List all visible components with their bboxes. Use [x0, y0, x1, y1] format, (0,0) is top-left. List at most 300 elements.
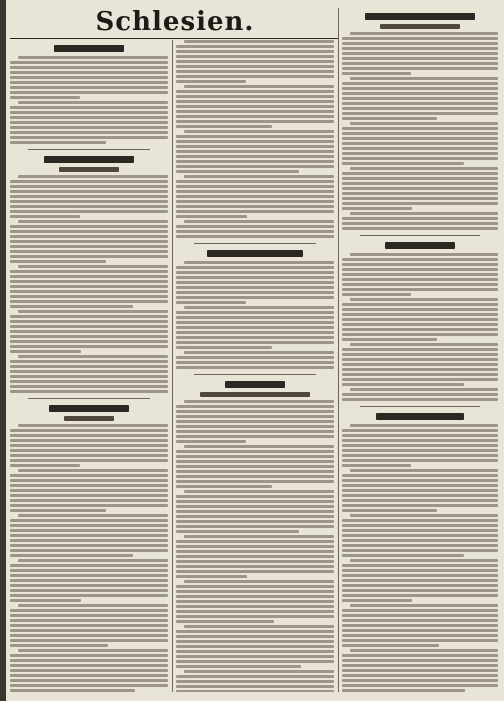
text-line	[176, 190, 334, 193]
text-line	[176, 660, 334, 663]
text-line	[176, 650, 334, 653]
text-line	[10, 554, 133, 557]
text-line	[184, 580, 334, 583]
text-line	[176, 286, 334, 289]
text-line	[342, 554, 464, 557]
article	[176, 250, 334, 375]
article-subheadline	[380, 24, 460, 29]
text-line	[176, 565, 334, 568]
text-line	[176, 45, 334, 48]
text-line	[10, 126, 168, 129]
text-line	[342, 303, 498, 306]
text-line	[184, 625, 334, 628]
text-line	[342, 207, 412, 210]
text-line	[342, 393, 498, 396]
text-line	[10, 235, 168, 238]
text-line	[10, 634, 168, 637]
text-line	[176, 435, 334, 438]
text-line	[342, 544, 498, 547]
text-line	[176, 685, 334, 688]
text-line	[10, 489, 168, 492]
text-line	[176, 605, 334, 608]
text-line	[342, 197, 498, 200]
text-line	[342, 363, 498, 366]
text-line	[10, 260, 106, 263]
text-line	[176, 530, 299, 533]
text-line	[10, 579, 168, 582]
text-line	[176, 470, 334, 473]
text-line	[342, 669, 498, 672]
column-2	[176, 40, 334, 692]
text-line	[176, 271, 334, 274]
text-line	[342, 624, 498, 627]
text-line	[350, 649, 498, 652]
article-headline	[225, 381, 285, 388]
page-binding-edge	[0, 0, 6, 701]
text-line	[176, 480, 334, 483]
text-line	[10, 569, 168, 572]
text-line	[342, 293, 411, 296]
text-line	[176, 301, 246, 304]
text-line	[176, 336, 334, 339]
text-line	[176, 200, 334, 203]
text-line	[10, 141, 106, 144]
text-line	[10, 131, 168, 134]
column-3	[342, 8, 498, 692]
text-line	[176, 560, 334, 563]
article-separator	[194, 243, 316, 244]
text-line	[10, 619, 168, 622]
text-line	[10, 664, 168, 667]
article-subheadline	[59, 167, 119, 172]
text-line	[10, 564, 168, 567]
text-line	[342, 333, 498, 336]
text-line	[350, 604, 498, 607]
text-line	[350, 514, 498, 517]
text-line	[10, 454, 168, 457]
text-line	[342, 353, 498, 356]
text-line	[176, 600, 334, 603]
text-line	[342, 684, 498, 687]
text-line	[342, 434, 498, 437]
text-line	[176, 415, 334, 418]
text-line	[176, 90, 334, 93]
text-line	[184, 261, 334, 264]
text-line	[10, 439, 168, 442]
text-line	[342, 614, 498, 617]
text-line	[10, 295, 168, 298]
text-line	[10, 679, 168, 682]
text-line	[10, 340, 168, 343]
text-line	[342, 87, 498, 90]
text-line	[176, 215, 247, 218]
text-line	[176, 311, 334, 314]
text-line	[176, 165, 334, 168]
text-line	[342, 288, 498, 291]
text-line	[342, 368, 498, 371]
text-line	[342, 489, 498, 492]
text-line	[10, 375, 168, 378]
text-line	[342, 619, 498, 622]
text-line	[10, 195, 168, 198]
text-line	[10, 644, 108, 647]
article-separator	[28, 398, 150, 399]
text-line	[184, 40, 334, 43]
text-line	[184, 670, 334, 673]
text-line	[176, 540, 334, 543]
text-line	[10, 190, 168, 193]
text-line	[184, 351, 334, 354]
text-line	[342, 308, 498, 311]
text-line	[342, 674, 498, 677]
text-line	[10, 116, 168, 119]
text-line	[10, 599, 81, 602]
text-line	[10, 61, 168, 64]
text-line	[10, 315, 168, 318]
text-line	[176, 210, 334, 213]
text-line	[342, 217, 498, 220]
text-line	[10, 66, 168, 69]
text-line	[176, 570, 334, 573]
text-line	[342, 654, 498, 657]
text-line	[18, 514, 168, 517]
article	[10, 405, 168, 692]
article-separator	[194, 374, 316, 375]
text-line	[10, 390, 168, 393]
text-line	[176, 425, 334, 428]
text-line	[176, 610, 334, 613]
text-line	[10, 111, 168, 114]
text-line	[10, 519, 168, 522]
text-line	[10, 654, 168, 657]
text-line	[176, 525, 334, 528]
text-line	[342, 37, 498, 40]
text-line	[342, 534, 498, 537]
text-line	[10, 639, 168, 642]
text-line	[176, 110, 334, 113]
text-line	[176, 640, 334, 643]
text-line	[18, 265, 168, 268]
text-line	[10, 210, 168, 213]
text-line	[342, 67, 498, 70]
text-line	[10, 534, 168, 537]
text-line	[342, 444, 498, 447]
text-line	[10, 365, 168, 368]
text-line	[10, 320, 168, 323]
text-line	[176, 276, 334, 279]
text-line	[176, 405, 334, 408]
text-line	[10, 300, 168, 303]
text-line	[18, 56, 168, 59]
text-line	[10, 380, 168, 383]
text-line	[18, 220, 168, 223]
text-line	[176, 65, 334, 68]
text-line	[342, 338, 437, 341]
text-line	[342, 263, 498, 266]
text-line	[350, 559, 498, 562]
text-line	[176, 500, 334, 503]
text-line	[342, 539, 498, 542]
text-line	[176, 440, 246, 443]
article	[10, 45, 168, 150]
page-title: Schlesien.	[95, 7, 255, 37]
text-line	[342, 569, 498, 572]
text-line	[342, 484, 498, 487]
text-line	[184, 130, 334, 133]
text-line	[342, 383, 464, 386]
article-headline	[54, 45, 124, 52]
text-line	[342, 358, 498, 361]
text-line	[342, 52, 498, 55]
text-line	[342, 519, 498, 522]
text-line	[342, 494, 498, 497]
text-line	[176, 575, 247, 578]
text-line	[342, 162, 464, 165]
text-line	[10, 136, 168, 139]
text-line	[18, 310, 168, 313]
article-subheadline	[64, 416, 114, 421]
text-line	[10, 539, 168, 542]
text-line	[10, 614, 168, 617]
text-line	[350, 424, 498, 427]
text-line	[176, 225, 334, 228]
text-line	[176, 510, 334, 513]
text-line	[176, 125, 272, 128]
text-line	[342, 679, 498, 682]
text-line	[176, 185, 334, 188]
text-line	[350, 122, 498, 125]
text-line	[342, 689, 465, 692]
text-line	[10, 250, 168, 253]
text-line	[10, 255, 168, 258]
text-line	[10, 484, 168, 487]
text-line	[10, 574, 168, 577]
text-line	[176, 655, 334, 658]
text-line	[176, 505, 334, 508]
text-line	[176, 100, 334, 103]
text-line	[176, 296, 334, 299]
text-line	[342, 664, 498, 667]
text-line	[342, 549, 498, 552]
text-line	[342, 42, 498, 45]
text-line	[10, 86, 168, 89]
text-line	[342, 107, 498, 110]
text-line	[10, 325, 168, 328]
text-line	[342, 132, 498, 135]
text-line	[176, 460, 334, 463]
text-line	[342, 629, 498, 632]
text-line	[342, 524, 498, 527]
text-line	[342, 639, 498, 642]
text-line	[10, 509, 106, 512]
text-line	[176, 645, 334, 648]
text-line	[10, 629, 168, 632]
text-line	[10, 594, 168, 597]
text-line	[18, 649, 168, 652]
text-line	[176, 485, 272, 488]
text-line	[342, 62, 498, 65]
text-line	[176, 430, 334, 433]
text-line	[342, 318, 498, 321]
text-line	[350, 298, 498, 301]
text-line	[184, 175, 334, 178]
text-line	[342, 157, 498, 160]
article-subheadline	[200, 392, 310, 397]
text-line	[342, 222, 498, 225]
text-line	[176, 341, 334, 344]
text-line	[342, 227, 498, 230]
text-line	[10, 609, 168, 612]
text-line	[342, 479, 498, 482]
text-line	[18, 355, 168, 358]
text-line	[184, 445, 334, 448]
article-headline	[44, 156, 134, 163]
text-line	[350, 212, 498, 215]
text-line	[342, 147, 498, 150]
text-line	[342, 258, 498, 261]
text-line	[10, 240, 168, 243]
text-line	[176, 140, 334, 143]
text-line	[176, 585, 334, 588]
text-line	[176, 326, 334, 329]
text-line	[342, 182, 498, 185]
text-line	[176, 366, 334, 369]
text-line	[176, 55, 334, 58]
article	[342, 13, 498, 236]
text-line	[342, 177, 498, 180]
text-line	[342, 429, 498, 432]
text-line	[176, 356, 334, 359]
article	[10, 156, 168, 399]
text-line	[184, 490, 334, 493]
text-line	[10, 275, 168, 278]
text-line	[342, 398, 498, 401]
text-line	[342, 97, 498, 100]
text-line	[176, 205, 334, 208]
text-line	[10, 71, 168, 74]
text-line	[176, 455, 334, 458]
text-line	[342, 584, 498, 587]
text-line	[176, 675, 334, 678]
text-line	[10, 584, 168, 587]
text-line	[184, 220, 334, 223]
text-line	[10, 449, 168, 452]
text-line	[342, 47, 498, 50]
text-line	[176, 145, 334, 148]
text-line	[10, 524, 168, 527]
article-separator	[28, 149, 150, 150]
text-line	[342, 529, 498, 532]
text-line	[10, 91, 168, 94]
text-line	[342, 609, 498, 612]
text-line	[342, 459, 498, 462]
text-line	[350, 469, 498, 472]
text-line	[18, 424, 168, 427]
text-line	[342, 644, 439, 647]
text-line	[10, 335, 168, 338]
text-line	[18, 559, 168, 562]
text-line	[18, 604, 168, 607]
article	[176, 381, 334, 692]
text-line	[176, 80, 246, 83]
text-line	[176, 281, 334, 284]
text-line	[176, 520, 334, 523]
text-line	[10, 350, 81, 353]
text-line	[10, 499, 168, 502]
article-headline	[49, 405, 129, 412]
text-line	[10, 330, 168, 333]
text-line	[342, 378, 498, 381]
text-line	[342, 634, 498, 637]
text-line	[176, 475, 334, 478]
text-line	[10, 504, 168, 507]
text-line	[342, 564, 498, 567]
text-line	[10, 280, 168, 283]
text-line	[176, 420, 334, 423]
column-rule	[338, 8, 339, 692]
text-line	[10, 106, 168, 109]
text-line	[176, 680, 334, 683]
text-line	[176, 630, 334, 633]
text-line	[10, 305, 133, 308]
text-line	[10, 434, 168, 437]
text-line	[176, 195, 334, 198]
text-line	[10, 589, 168, 592]
text-line	[10, 429, 168, 432]
text-line	[342, 574, 498, 577]
text-line	[184, 85, 334, 88]
text-line	[176, 615, 334, 618]
text-line	[176, 316, 334, 319]
text-line	[176, 635, 334, 638]
text-line	[342, 474, 498, 477]
text-line	[10, 529, 168, 532]
text-line	[10, 180, 168, 183]
text-line	[176, 75, 334, 78]
text-line	[18, 101, 168, 104]
text-line	[10, 385, 168, 388]
text-line	[342, 117, 437, 120]
text-line	[342, 323, 498, 326]
text-line	[342, 278, 498, 281]
text-line	[342, 283, 498, 286]
text-line	[350, 388, 498, 391]
text-line	[342, 187, 498, 190]
text-line	[176, 155, 334, 158]
text-line	[342, 659, 498, 662]
text-line	[10, 290, 168, 293]
text-line	[10, 624, 168, 627]
text-line	[176, 590, 334, 593]
text-line	[176, 105, 334, 108]
text-line	[342, 348, 498, 351]
text-line	[342, 439, 498, 442]
text-line	[342, 72, 411, 75]
text-line	[10, 549, 168, 552]
text-line	[184, 535, 334, 538]
text-line	[10, 479, 168, 482]
text-line	[176, 95, 334, 98]
text-line	[10, 225, 168, 228]
text-line	[176, 115, 334, 118]
text-line	[342, 449, 498, 452]
text-line	[342, 137, 498, 140]
text-line	[176, 150, 334, 153]
text-line	[176, 595, 334, 598]
text-line	[10, 96, 80, 99]
article-separator	[360, 406, 480, 407]
text-line	[176, 180, 334, 183]
